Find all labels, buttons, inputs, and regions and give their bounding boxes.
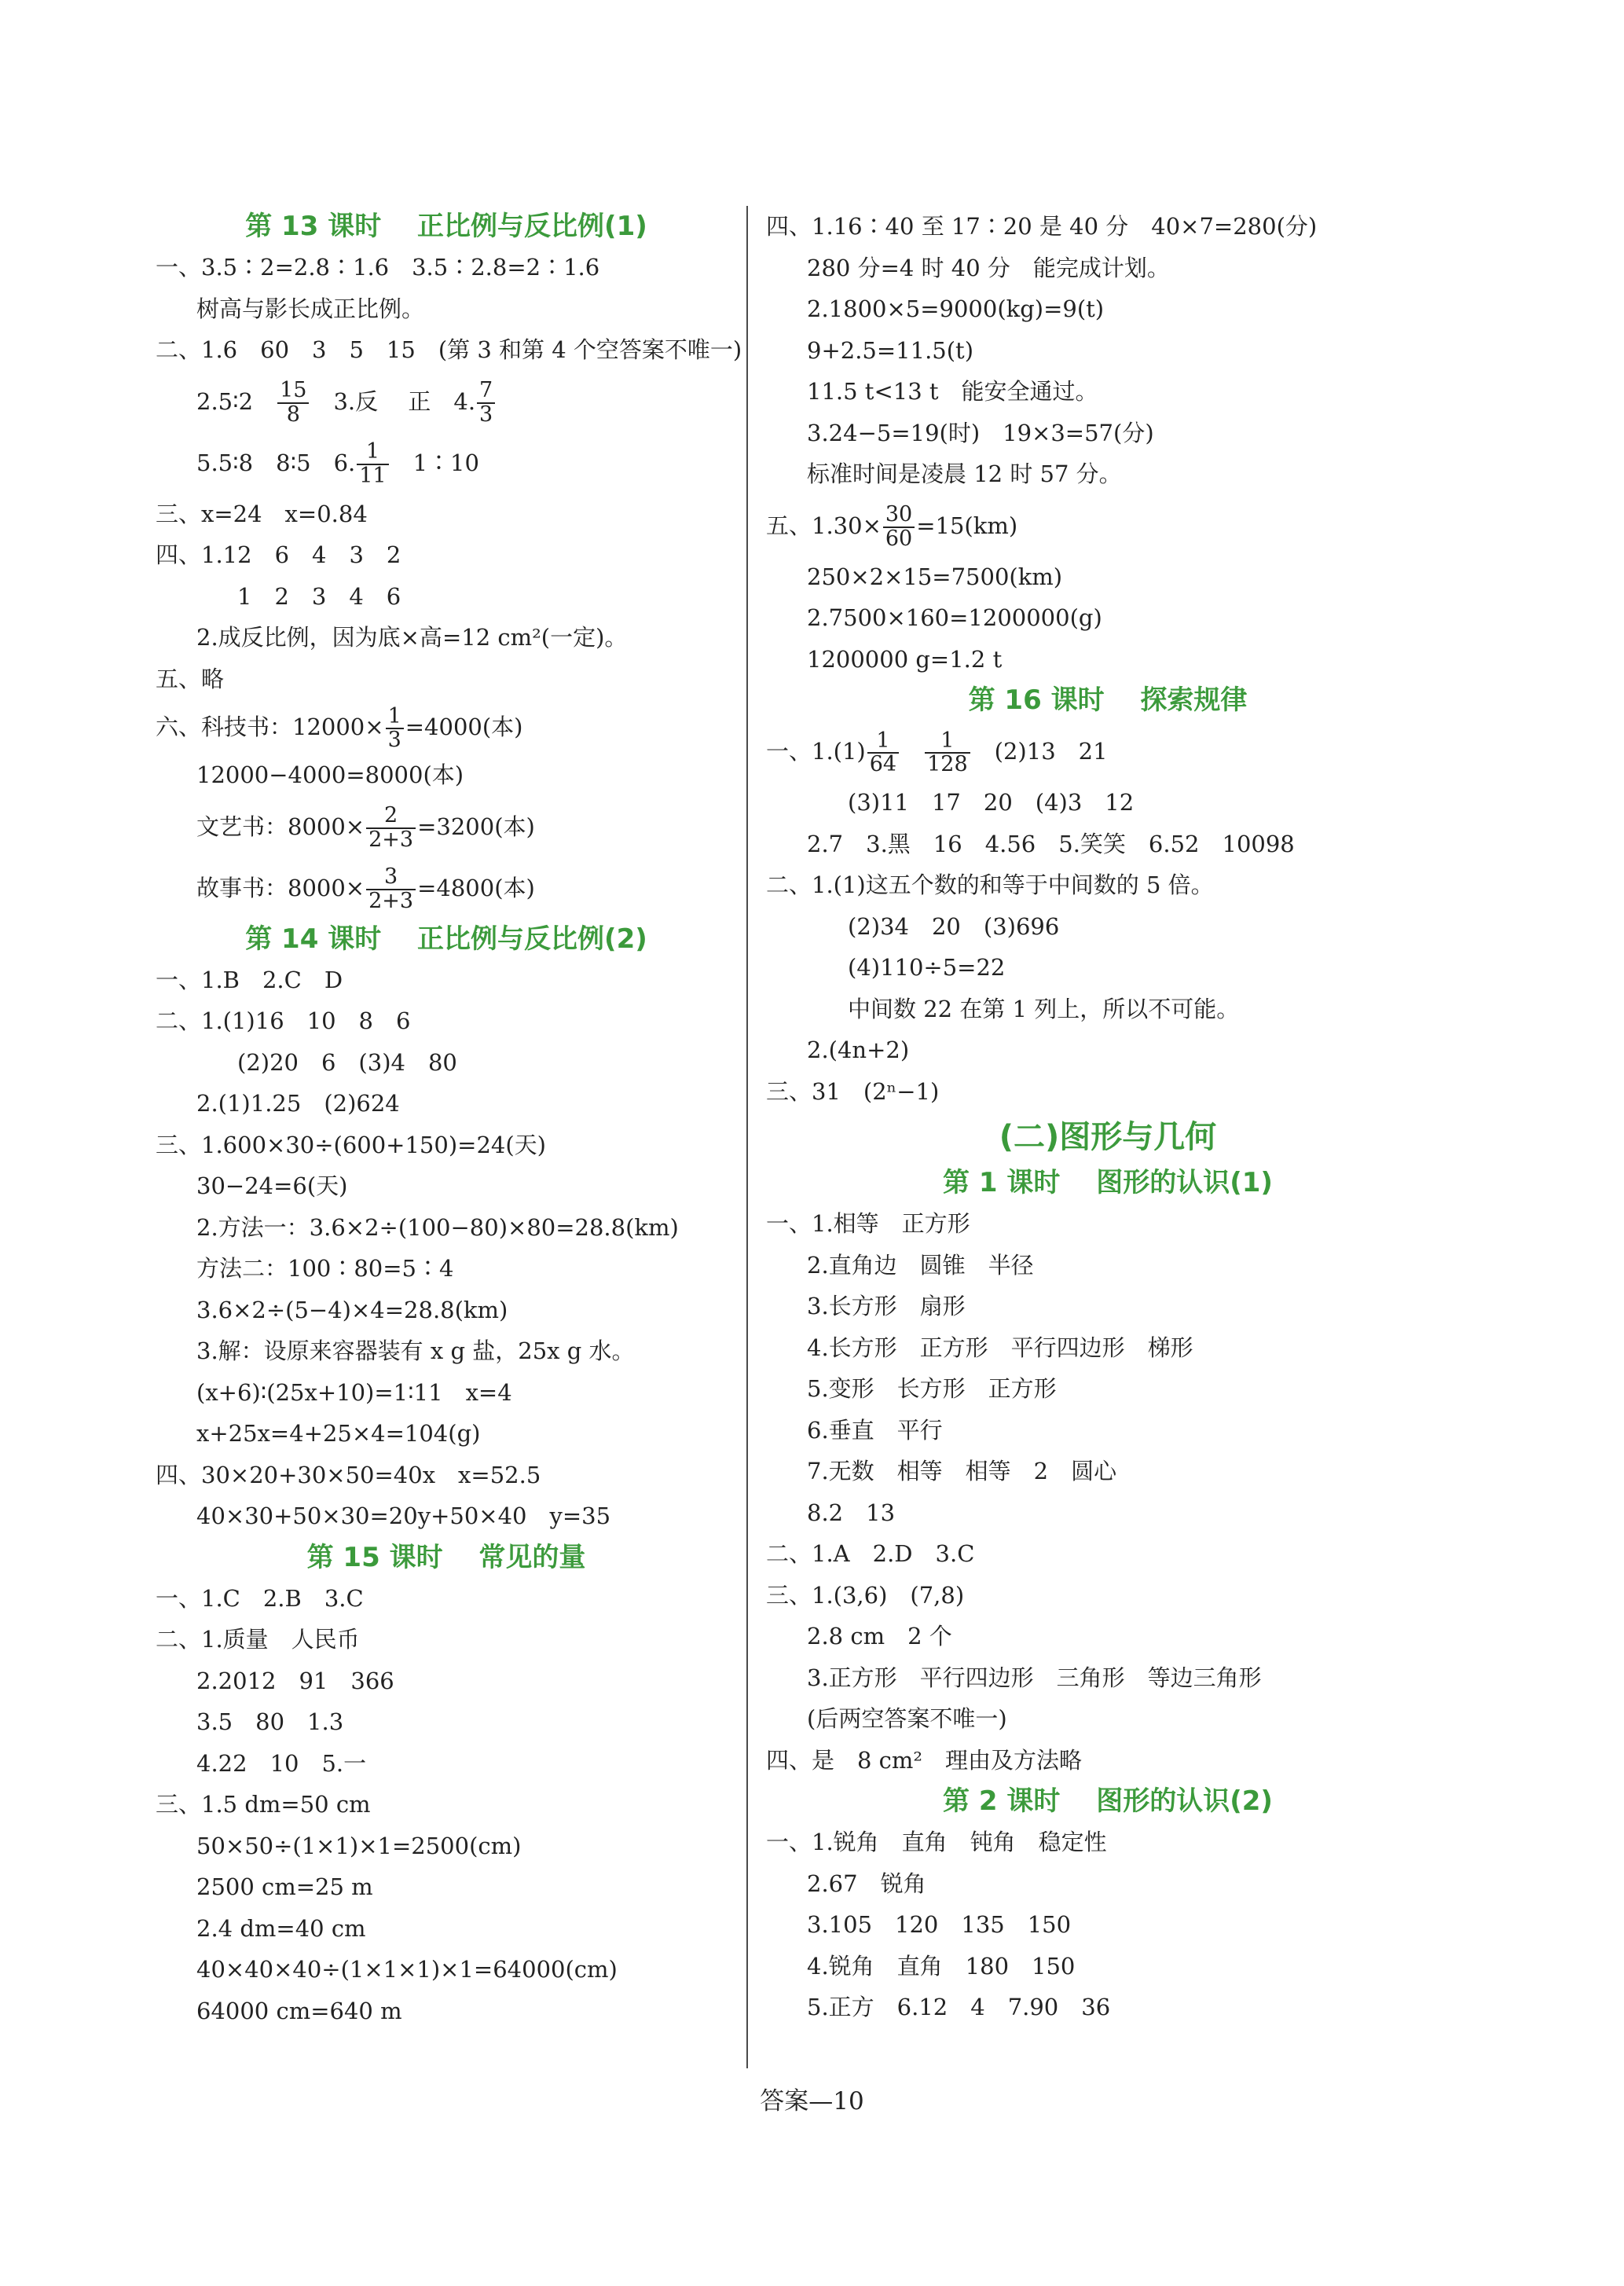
fraction-denominator: 11 — [359, 463, 387, 488]
text-segment: =15(km) — [916, 512, 1018, 539]
section-title: 第 13 课时 正比例与反比例(1) — [245, 211, 647, 242]
answer-line: (3)11 17 20 (4)3 12 — [848, 789, 1135, 816]
answer-line: (4)110÷5=22 — [848, 954, 1006, 981]
answer-line: 二、1.(1)这五个数的和等于中间数的 5 倍。 — [766, 871, 1214, 898]
fraction-numerator: 15 — [277, 380, 309, 403]
answer-line: 方法二：100∶80=5∶4 — [196, 1255, 454, 1282]
answer-line: 3.长方形 扇形 — [807, 1293, 966, 1319]
fraction — [883, 504, 915, 550]
answer-line: 2.直角边 圆锥 半径 — [807, 1251, 1034, 1279]
answer-line: (x+6)∶(25x+10)=1∶11 x=4 — [196, 1378, 512, 1406]
answer-line: 8.2 13 — [807, 1499, 896, 1526]
column-divider — [746, 206, 748, 2068]
fraction-numerator: 3 — [366, 866, 416, 890]
text-segment: =3200(本) — [417, 813, 535, 840]
text-segment: 故事书：8000× — [196, 874, 365, 901]
answer-line — [156, 796, 737, 857]
answer-line: 1200000 g=1.2 t — [807, 645, 1003, 673]
fraction-denominator: 64 — [869, 752, 897, 776]
text-segment: =4800(本) — [417, 874, 535, 901]
answer-line: 四、30×20+30×50=40x x=52.5 — [156, 1461, 541, 1488]
answer-line — [766, 721, 1450, 782]
text-segment: 2.5∶2 — [196, 387, 277, 415]
fraction — [357, 441, 388, 487]
answer-line: 二、1.质量 人民币 — [156, 1626, 360, 1653]
answer-line: 3.解：设原来容器装有 x g 盐，25x g 水。 — [196, 1337, 635, 1364]
section-title: (二)图形与几何 — [999, 1119, 1217, 1155]
answer-line: 2.8 cm 2 个 — [807, 1623, 952, 1649]
section-title: 第 2 课时 图形的认识(2) — [943, 1785, 1273, 1817]
answer-line — [156, 432, 737, 494]
section-title: 第 14 课时 正比例与反比例(2) — [245, 923, 647, 955]
answer-line: 二、1.(1)16 10 8 6 — [156, 1007, 411, 1034]
fraction-denominator: 8 — [286, 402, 300, 427]
answer-line: 二、1.6 60 3 5 15 (第 3 和第 4 个空答案不唯一) — [156, 336, 742, 363]
answer-line: 280 分=4 时 40 分 能完成计划。 — [807, 254, 1170, 281]
answer-line: 2.方法一：3.6×2÷(100−80)×80=28.8(km) — [196, 1213, 679, 1241]
fraction-denominator: 128 — [927, 752, 968, 776]
fraction-numerator: 1 — [925, 730, 970, 754]
fraction-numerator: 7 — [477, 380, 495, 403]
page-footer: 答案—10 — [760, 2087, 864, 2115]
fraction-denominator: 2+3 — [368, 827, 414, 852]
answer-line: 64000 cm=640 m — [196, 1997, 402, 2024]
answer-line: 2.7500×160=1200000(g) — [807, 604, 1102, 631]
answer-line: 250×2×15=7500(km) — [807, 563, 1063, 590]
fraction — [277, 380, 309, 426]
fraction-numerator: 30 — [883, 504, 915, 527]
answer-line: 5.变形 长方形 正方形 — [807, 1375, 1057, 1402]
answer-line: 7.无数 相等 相等 2 圆心 — [807, 1458, 1117, 1484]
answer-line: 3.正方形 平行四边形 三角形 等边三角形 — [807, 1664, 1262, 1691]
fraction — [477, 380, 495, 426]
answer-line: 二、1.A 2.D 3.C — [766, 1540, 975, 1567]
answer-line: 四、1.12 6 4 3 2 — [156, 541, 401, 568]
answer-line: 2.1800×5=9000(kg)=9(t) — [807, 295, 1105, 322]
fraction-numerator: 1 — [386, 706, 404, 729]
answer-line: 五、略 — [156, 665, 225, 692]
fraction-denominator: 3 — [387, 728, 401, 752]
answer-line: 2.67 锐角 — [807, 1870, 926, 1897]
fraction — [867, 730, 899, 776]
section-title: 第 15 课时 常见的量 — [306, 1541, 586, 1573]
answer-line: 50×50÷(1×1)×1=2500(cm) — [196, 1832, 522, 1859]
answer-line: 30−24=6(天) — [196, 1172, 348, 1199]
answer-line: 四、1.16∶40 至 17∶20 是 40 分 40×7=280(分) — [766, 213, 1318, 240]
text-segment: 五、1.30× — [766, 512, 882, 539]
answer-line: 3.24−5=19(时) 19×3=57(分) — [807, 419, 1154, 446]
answer-line: 一、1.C 2.B 3.C — [156, 1584, 364, 1612]
answer-line: 一、1.B 2.C D — [156, 966, 343, 993]
answer-line — [156, 857, 737, 919]
answer-line: 1 2 3 4 6 — [237, 582, 401, 610]
answer-line: 6.垂直 平行 — [807, 1416, 943, 1444]
right-column — [766, 206, 1450, 2028]
answer-line: 11.5 t<13 t 能安全通过。 — [807, 378, 1098, 405]
answer-line — [766, 495, 1450, 556]
answer-line: 树高与影长成正比例。 — [196, 295, 425, 322]
text-segment: 1∶10 — [390, 449, 479, 476]
answer-line: 40×40×40÷(1×1×1)×1=64000(cm) — [196, 1956, 618, 1983]
answer-line — [156, 371, 737, 432]
answer-line: 4.锐角 直角 180 150 — [807, 1952, 1076, 1980]
answer-line: 三、x=24 x=0.84 — [156, 500, 368, 527]
answer-line: (后两空答案不唯一) — [807, 1705, 1007, 1732]
answer-line: 2.7 3.黑 16 4.56 5.笑笑 6.52 10098 — [807, 830, 1295, 857]
text-segment: 六、科技书：12000× — [156, 714, 384, 740]
fraction-numerator: 1 — [357, 441, 388, 464]
section-title: 第 16 课时 探索规律 — [968, 684, 1248, 716]
text-segment: (2)13 21 — [971, 738, 1108, 765]
answer-line: 3.6×2÷(5−4)×4=28.8(km) — [196, 1296, 508, 1323]
fraction-denominator: 60 — [885, 526, 913, 551]
fraction — [366, 805, 416, 851]
answer-line: 三、1.5 dm=50 cm — [156, 1791, 371, 1818]
fraction-numerator: 1 — [867, 730, 899, 754]
answer-line: 一、1.相等 正方形 — [766, 1210, 970, 1237]
text-segment — [900, 738, 923, 765]
answer-line: 5.正方 6.12 4 7.90 36 — [807, 1994, 1111, 2020]
answer-line: 三、1.(3,6) (7,8) — [766, 1581, 965, 1609]
answer-line: 2.2012 91 366 — [196, 1667, 394, 1694]
fraction-denominator: 2+3 — [368, 888, 414, 913]
fraction-denominator: 3 — [479, 402, 493, 427]
answer-line: 2.(4n+2) — [807, 1037, 910, 1063]
text-segment: 文艺书：8000× — [196, 813, 365, 840]
answer-line: 三、31 (2ⁿ−1) — [766, 1077, 940, 1105]
answer-line: 2.4 dm=40 cm — [196, 1914, 366, 1942]
section-title: 第 1 课时 图形的认识(1) — [943, 1167, 1273, 1198]
text-segment: =4000(本) — [405, 714, 523, 740]
answer-line: 中间数 22 在第 1 列上，所以不可能。 — [848, 995, 1240, 1022]
answer-line: 一、1.锐角 直角 钝角 稳定性 — [766, 1829, 1107, 1855]
answer-line — [156, 699, 737, 754]
answer-line: 12000−4000=8000(本) — [196, 761, 464, 788]
answer-line: 2500 cm=25 m — [196, 1873, 373, 1900]
answer-line: 9+2.5=11.5(t) — [807, 336, 974, 364]
answer-line: (2)20 6 (3)4 80 — [237, 1048, 457, 1076]
left-column — [156, 206, 742, 2031]
answer-line: x+25x=4+25×4=104(g) — [196, 1420, 481, 1447]
answer-line: 3.105 120 135 150 — [807, 1911, 1072, 1938]
answer-line: 2.(1)1.25 (2)624 — [196, 1090, 400, 1117]
text-segment: 一、1.(1) — [766, 738, 866, 765]
text-segment: 5.5∶8 8∶5 6. — [196, 449, 356, 476]
fraction-numerator: 2 — [366, 805, 416, 828]
fraction — [386, 703, 404, 752]
answer-line: 一、3.5∶2=2.8∶1.6 3.5∶2.8=2∶1.6 — [156, 254, 600, 281]
fraction — [925, 730, 970, 776]
answer-line: 三、1.600×30÷(600+150)=24(天) — [156, 1131, 546, 1158]
answer-line: 四、是 8 cm² 理由及方法略 — [766, 1746, 1083, 1774]
answer-line: 2.成反比例，因为底×高=12 cm²(一定)。 — [196, 624, 628, 651]
answer-line: 标准时间是凌晨 12 时 57 分。 — [807, 461, 1122, 487]
fraction — [366, 866, 416, 912]
answer-line: 4.长方形 正方形 平行四边形 梯形 — [807, 1334, 1193, 1361]
answer-line: 3.5 80 1.3 — [196, 1708, 344, 1735]
text-segment: 3.反 正 4. — [310, 387, 476, 415]
answer-line: 4.22 10 5.一 — [196, 1749, 367, 1777]
answer-line: 40×30+50×30=20y+50×40 y=35 — [196, 1503, 611, 1529]
answer-line: (2)34 20 (3)696 — [848, 912, 1060, 940]
